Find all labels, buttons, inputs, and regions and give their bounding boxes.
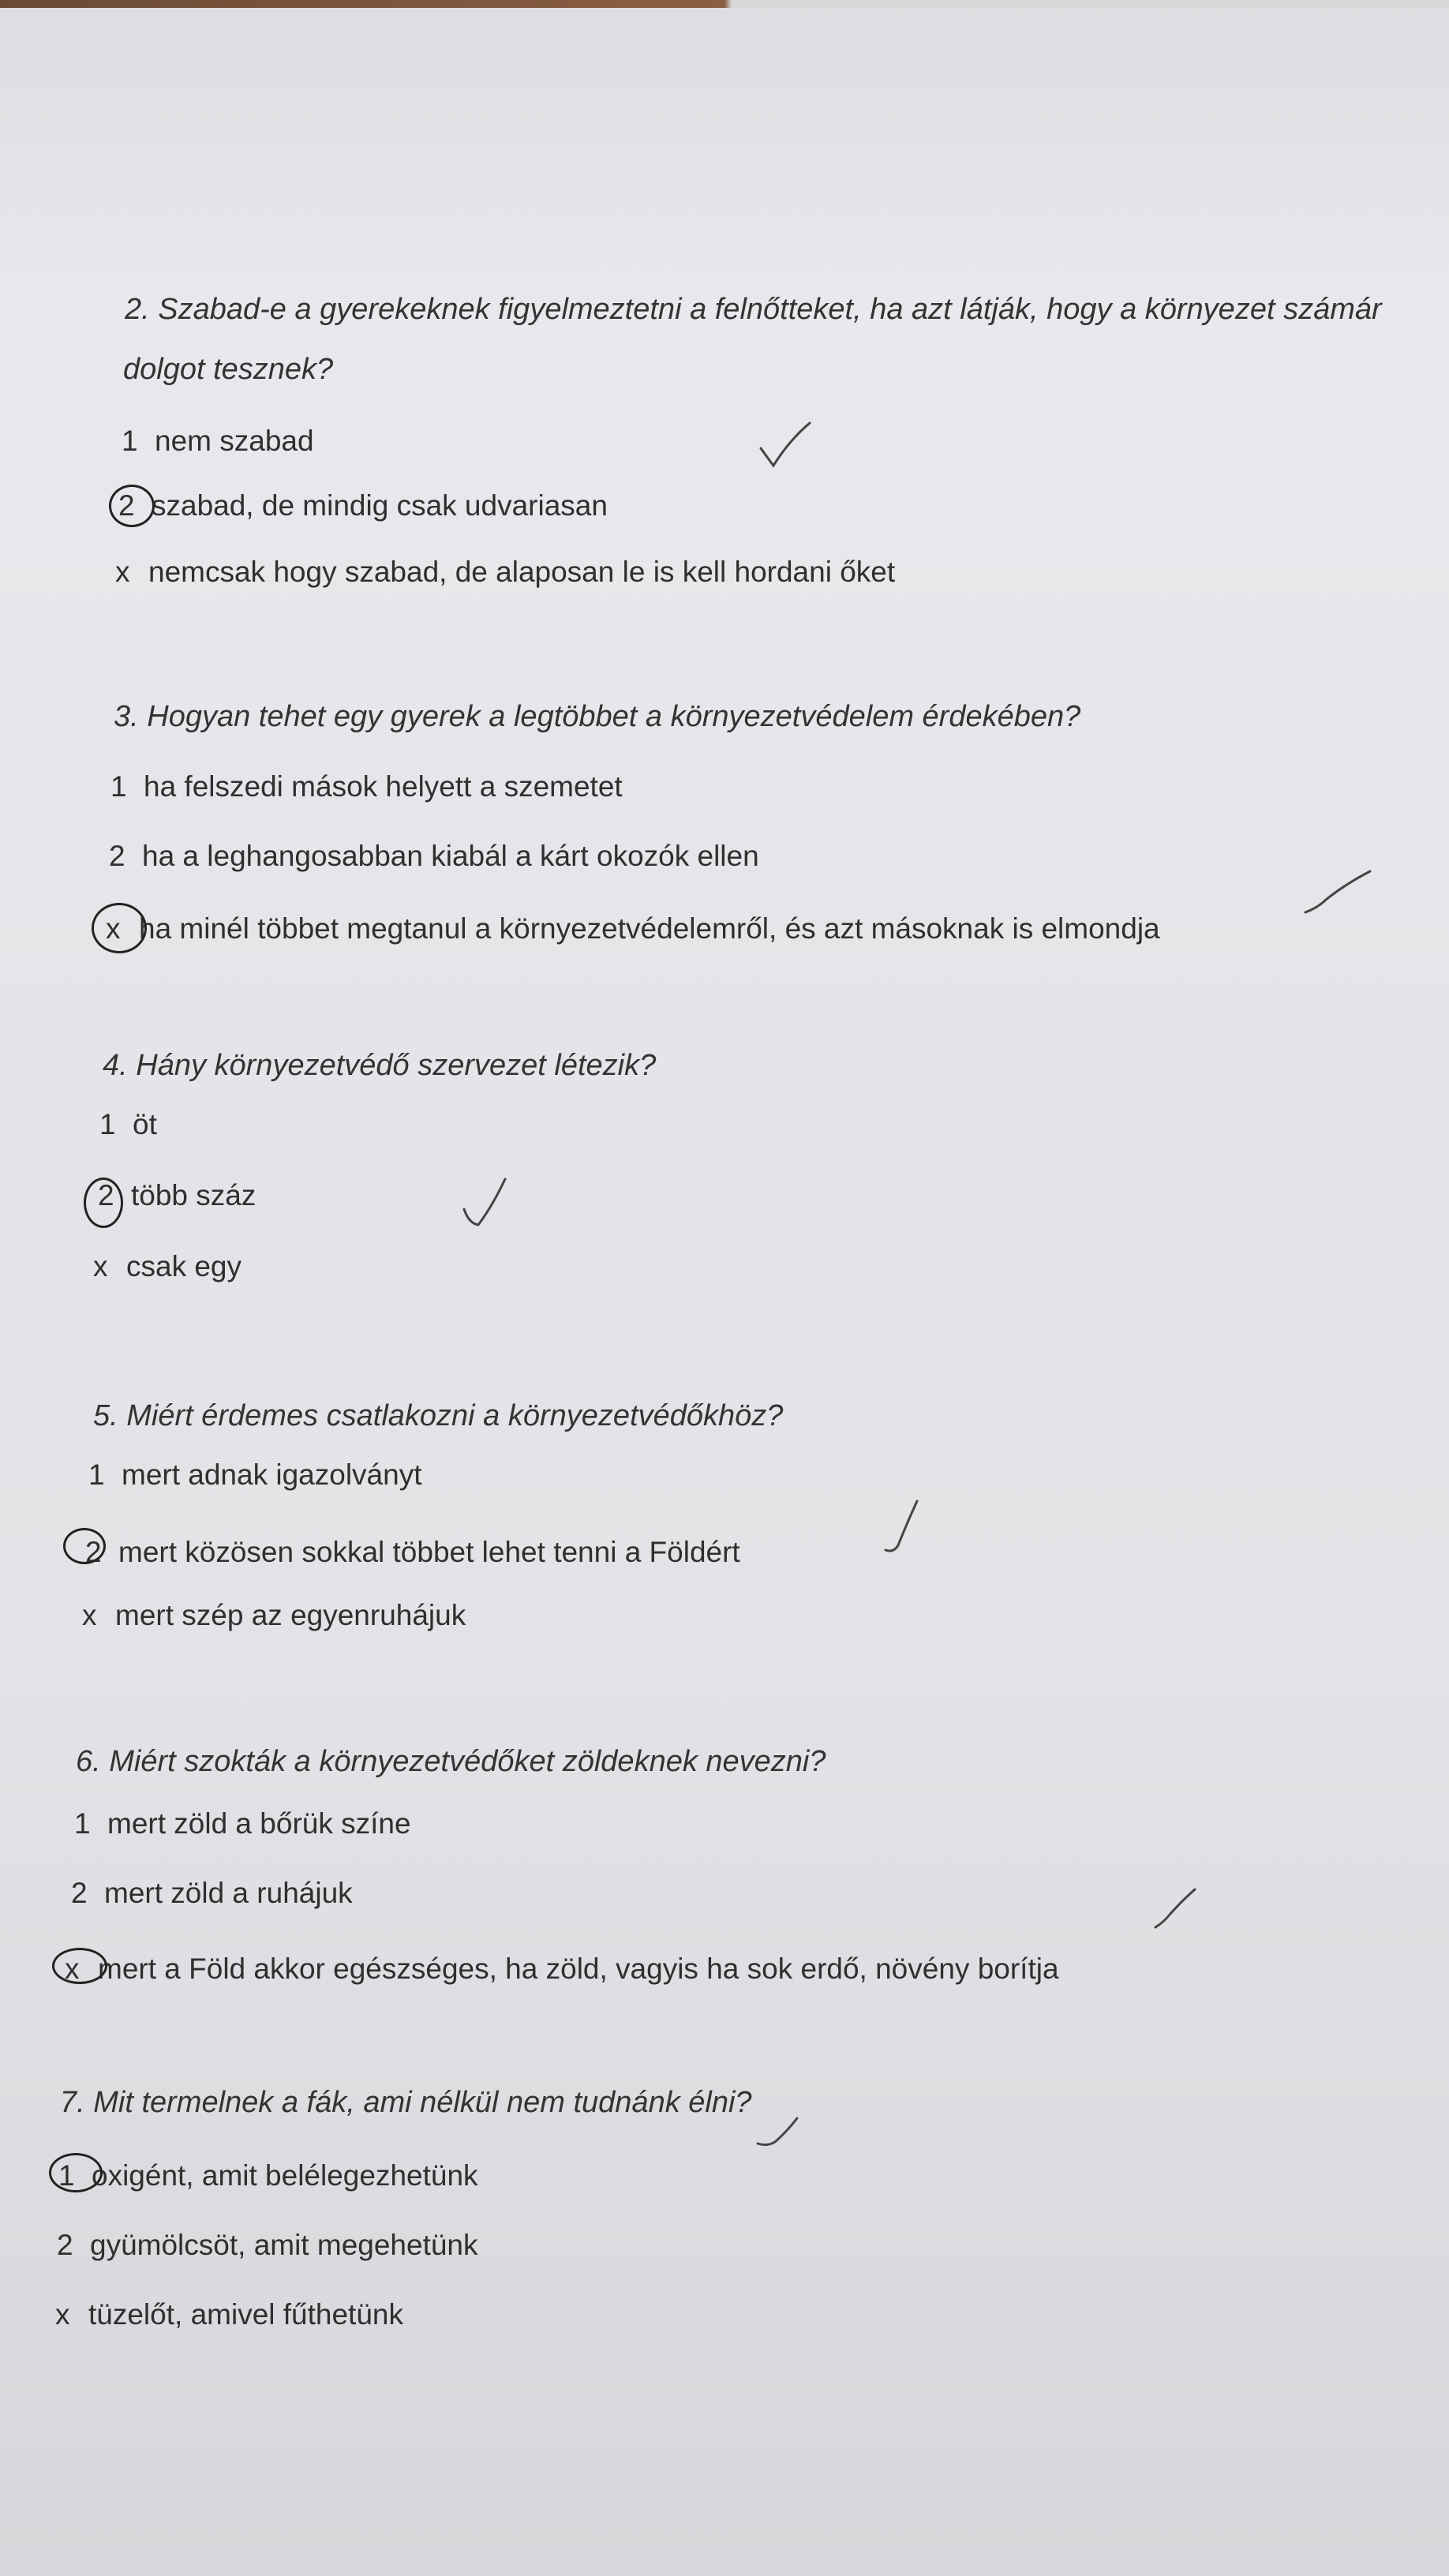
option-number: 1 [88, 1458, 105, 1491]
question-2-option-1[interactable] [122, 423, 314, 459]
question-5-option-2[interactable] [85, 1534, 740, 1571]
option-text: öt [133, 1108, 157, 1140]
option-text: tüzelőt, amivel fűthetünk [88, 2298, 403, 2331]
circle-mark-icon [52, 1948, 107, 1984]
option-number: 1 [110, 770, 127, 803]
option-number: x [106, 912, 121, 945]
circle-mark-icon [92, 903, 147, 953]
question-4-title: 4. Hány környezetvédő szervezet létezik? [103, 1049, 657, 1082]
option-text: nemcsak hogy szabad, de alaposan le is kell hordani őket [148, 556, 896, 588]
question-5-option-1[interactable] [88, 1457, 421, 1493]
option-number: x [55, 2298, 70, 2331]
option-number: 2 [118, 489, 135, 522]
option-text: több száz [131, 1179, 256, 1211]
option-text: mert zöld a bőrük színe [107, 1807, 411, 1840]
question-3-option-1[interactable] [110, 769, 623, 805]
option-text: mert zöld a ruhájuk [104, 1877, 353, 1909]
question-6-option-x[interactable] [65, 1951, 1059, 1987]
question-7-option-2[interactable] [57, 2227, 478, 2263]
option-text: mert adnak igazolványt [122, 1458, 422, 1491]
option-text: ha a leghangosabban kiabál a kárt okozók ellen [142, 840, 759, 872]
circle-mark-icon [49, 2153, 103, 2192]
circle-mark-icon [63, 1528, 106, 1564]
option-text: nem szabad [155, 425, 314, 457]
checkmark-icon [1152, 1886, 1200, 1934]
option-number: 1 [122, 425, 138, 457]
option-number: 1 [99, 1108, 116, 1140]
question-7-option-1[interactable] [58, 2158, 478, 2194]
circle-mark-icon [109, 485, 155, 527]
option-number: 2 [109, 840, 125, 872]
option-number: 1 [74, 1807, 91, 1840]
circle-mark-icon [84, 1178, 123, 1228]
option-text: gyümölcsöt, amit megehetünk [90, 2229, 478, 2261]
question-3-title: 3. Hogyan tehet egy gyerek a legtöbbet a környezetvédelem érdekében? [114, 700, 1081, 733]
page-top-edge [0, 0, 1449, 8]
question-3-option-2[interactable] [109, 838, 759, 874]
question-3-option-x[interactable] [106, 911, 1160, 947]
option-text: ha minél többet megtanul a környezetvédelemről, és azt másoknak is elmondja [139, 912, 1160, 945]
checkmark-icon [461, 1174, 508, 1230]
option-number: x [65, 1953, 80, 1985]
option-text: mert közösen sokkal többet lehet tenni a Földért [118, 1536, 740, 1568]
question-6-title: 6. Miért szokták a környezetvédőket zöldeknek nevezni? [76, 1745, 826, 1778]
question-7-option-x[interactable] [55, 2297, 403, 2333]
question-5-option-x[interactable] [82, 1597, 466, 1634]
option-number: 2 [85, 1536, 102, 1568]
question-2-option-2[interactable] [118, 488, 608, 524]
checkmark-icon [881, 1498, 920, 1561]
option-text: mert szép az egyenruhájuk [115, 1599, 466, 1631]
question-2-title-continued: dolgot tesznek? [123, 353, 334, 386]
option-number: x [93, 1250, 108, 1282]
question-6-option-1[interactable] [74, 1806, 411, 1842]
option-number: 2 [57, 2229, 73, 2261]
checkmark-icon [1302, 868, 1373, 923]
question-7-title: 7. Mit termelnek a fák, ami nélkül nem tudnánk élni? [60, 2086, 752, 2119]
checkmark-icon [758, 418, 813, 474]
option-text: oxigént, amit belélegezhetünk [92, 2159, 478, 2192]
option-text: csak egy [126, 1250, 242, 1282]
worksheet-page [0, 8, 1449, 2576]
option-number: 2 [71, 1877, 88, 1909]
option-number: x [82, 1599, 97, 1631]
question-2-option-x[interactable] [115, 554, 895, 590]
question-4-option-x[interactable] [93, 1249, 242, 1285]
option-number: 1 [58, 2159, 75, 2192]
question-5-title: 5. Miért érdemes csatlakozni a környezetvédőkhöz? [93, 1399, 784, 1432]
option-text: ha felszedi mások helyett a szemetet [144, 770, 623, 803]
question-2-title: 2. Szabad-e a gyerekeknek figyelmeztetni a felnőtteket, ha azt látják, hogy a környezet számár [125, 293, 1382, 326]
option-number: x [115, 556, 130, 588]
option-number: 2 [98, 1179, 114, 1211]
question-4-option-1[interactable] [99, 1106, 157, 1143]
checkmark-icon [754, 2115, 802, 2155]
question-6-option-2[interactable] [71, 1875, 353, 1911]
option-text: mert a Föld akkor egészséges, ha zöld, vagyis ha sok erdő, növény borítja [98, 1953, 1059, 1985]
option-text: szabad, de mindig csak udvariasan [152, 489, 608, 522]
